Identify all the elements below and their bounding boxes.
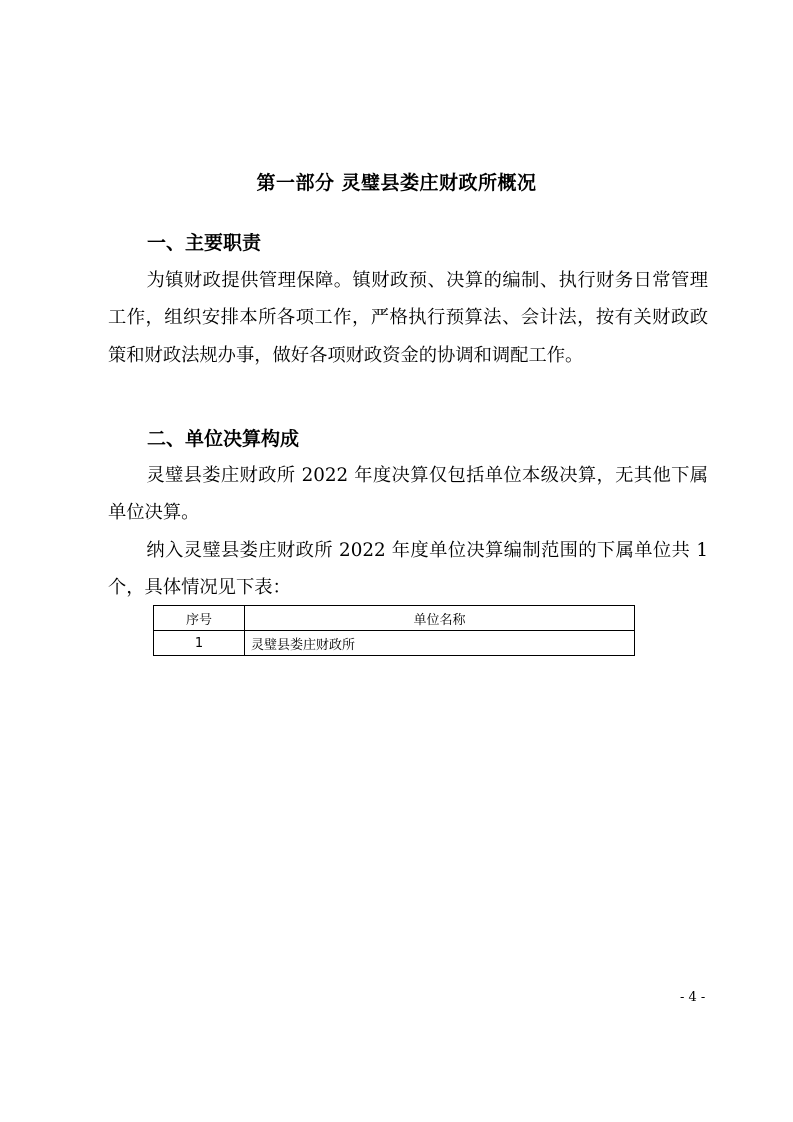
composition-paragraph-2 bbox=[108, 532, 708, 607]
units-table bbox=[153, 605, 635, 656]
header-index: 序号 bbox=[154, 606, 245, 631]
section-heading-composition: 二、单位决算构成 bbox=[147, 428, 300, 450]
page-number: - 4 - bbox=[680, 990, 706, 1005]
header-unit-name: 单位名称 bbox=[245, 606, 635, 631]
composition-paragraph-1 bbox=[108, 457, 708, 532]
table-header-row bbox=[154, 606, 635, 631]
page-title: 第一部分 灵璧县娄庄财政所概况 bbox=[256, 172, 537, 194]
section-heading-duties: 一、主要职责 bbox=[147, 232, 262, 254]
duties-text: 为镇财政提供管理保障。镇财政预、决算的编制、执行财务日常管理工作，组织安排本所各项工作，严格执行预算法、会计法，按有关财政政策和财政法规办事，做好各项财政资金的协调和调配工作。 bbox=[108, 270, 708, 366]
table-row bbox=[154, 631, 635, 656]
composition-text-2: 纳入灵璧县娄庄财政所 2022 年度单位决算编制范围的下属单位共 1 个，具体情况见下表： bbox=[108, 540, 708, 599]
row-unit-name: 灵璧县娄庄财政所 bbox=[245, 631, 635, 656]
row-index: 1 bbox=[154, 631, 245, 656]
duties-paragraph bbox=[108, 262, 708, 374]
composition-text-1: 灵璧县娄庄财政所 2022 年度决算仅包括单位本级决算，无其他下属单位决算。 bbox=[108, 465, 708, 524]
